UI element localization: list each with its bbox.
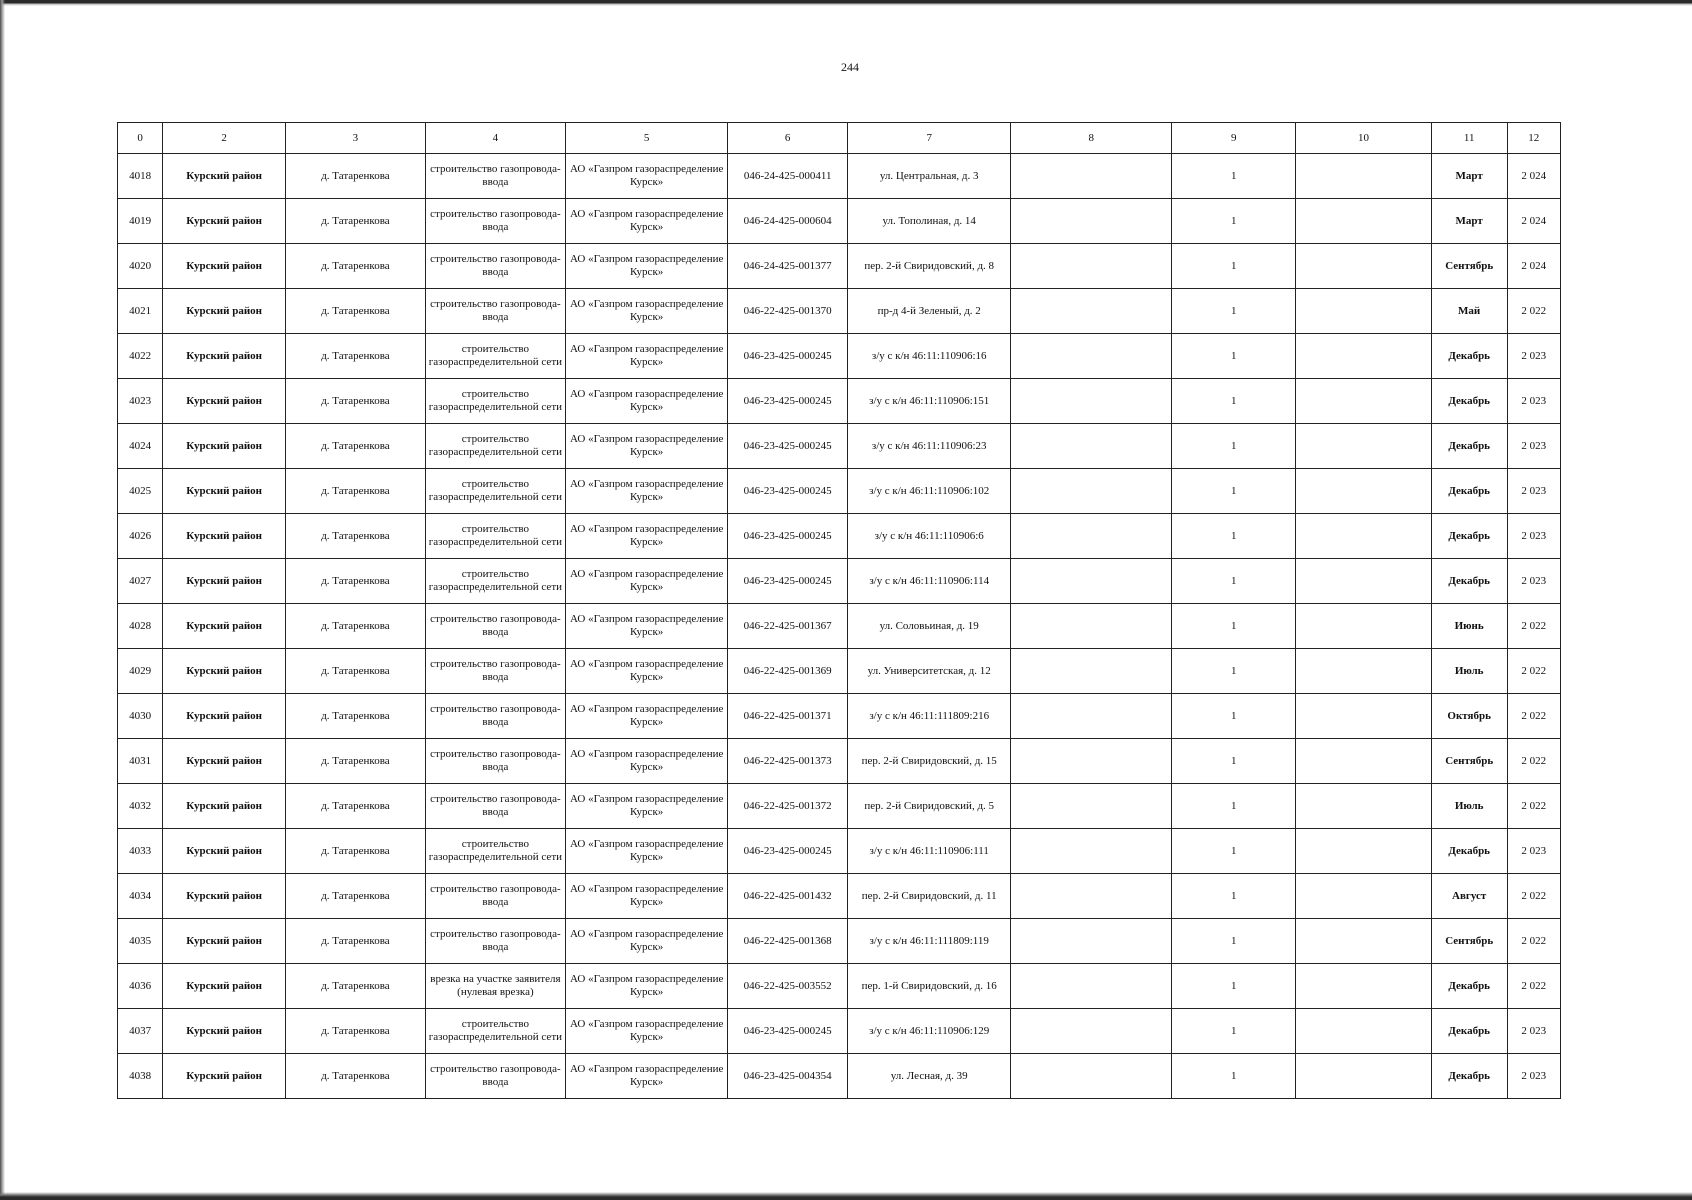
- quantity-cell: 1: [1172, 694, 1296, 739]
- quantity-cell: 1: [1172, 964, 1296, 1009]
- work-type-cell: строительство газопровода-ввода: [425, 289, 566, 334]
- year-cell: 2 022: [1507, 649, 1560, 694]
- column-10-cell: [1296, 559, 1431, 604]
- year-cell: 2 023: [1507, 514, 1560, 559]
- quantity-cell: 1: [1172, 379, 1296, 424]
- header-cell-6: 6: [728, 123, 848, 154]
- header-cell-3: 3: [286, 123, 425, 154]
- column-10-cell: [1296, 784, 1431, 829]
- organization-cell: АО «Газпром газораспределение Курск»: [566, 604, 728, 649]
- settlement-cell: д. Татаренкова: [286, 739, 425, 784]
- address-cell: пер. 1-й Свиридовский, д. 16: [848, 964, 1011, 1009]
- quantity-cell: 1: [1172, 154, 1296, 199]
- year-cell: 2 022: [1507, 874, 1560, 919]
- organization-cell: АО «Газпром газораспределение Курск»: [566, 649, 728, 694]
- header-cell-8: 8: [1011, 123, 1172, 154]
- quantity-cell: 1: [1172, 244, 1296, 289]
- column-8-cell: [1011, 829, 1172, 874]
- record-number-cell: 4028: [118, 604, 163, 649]
- quantity-cell: 1: [1172, 514, 1296, 559]
- code-cell: 046-24-425-001377: [728, 244, 848, 289]
- column-8-cell: [1011, 739, 1172, 784]
- settlement-cell: д. Татаренкова: [286, 469, 425, 514]
- code-cell: 046-22-425-001373: [728, 739, 848, 784]
- settlement-cell: д. Татаренкова: [286, 964, 425, 1009]
- column-10-cell: [1296, 334, 1431, 379]
- code-cell: 046-23-425-000245: [728, 559, 848, 604]
- record-number-cell: 4034: [118, 874, 163, 919]
- record-number-cell: 4029: [118, 649, 163, 694]
- code-cell: 046-22-425-001367: [728, 604, 848, 649]
- table-row: [118, 829, 1561, 874]
- settlement-cell: д. Татаренкова: [286, 199, 425, 244]
- work-type-cell: строительство газопровода-ввода: [425, 874, 566, 919]
- district-cell: Курский район: [163, 514, 286, 559]
- column-10-cell: [1296, 199, 1431, 244]
- organization-cell: АО «Газпром газораспределение Курск»: [566, 334, 728, 379]
- record-number-cell: 4031: [118, 739, 163, 784]
- column-10-cell: [1296, 739, 1431, 784]
- organization-cell: АО «Газпром газораспределение Курск»: [566, 424, 728, 469]
- month-cell: Декабрь: [1431, 424, 1507, 469]
- record-number-cell: 4018: [118, 154, 163, 199]
- organization-cell: АО «Газпром газораспределение Курск»: [566, 829, 728, 874]
- settlement-cell: д. Татаренкова: [286, 604, 425, 649]
- month-cell: Июнь: [1431, 604, 1507, 649]
- column-8-cell: [1011, 874, 1172, 919]
- year-cell: 2 024: [1507, 199, 1560, 244]
- settlement-cell: д. Татаренкова: [286, 784, 425, 829]
- year-cell: 2 023: [1507, 829, 1560, 874]
- organization-cell: АО «Газпром газораспределение Курск»: [566, 244, 728, 289]
- settlement-cell: д. Татаренкова: [286, 289, 425, 334]
- quantity-cell: 1: [1172, 784, 1296, 829]
- organization-cell: АО «Газпром газораспределение Курск»: [566, 964, 728, 1009]
- work-type-cell: строительство газораспределительной сети: [425, 334, 566, 379]
- organization-cell: АО «Газпром газораспределение Курск»: [566, 919, 728, 964]
- quantity-cell: 1: [1172, 739, 1296, 784]
- column-8-cell: [1011, 199, 1172, 244]
- address-cell: пр-д 4-й Зеленый, д. 2: [848, 289, 1011, 334]
- header-cell-9: 9: [1172, 123, 1296, 154]
- table-row: [118, 694, 1561, 739]
- month-cell: Декабрь: [1431, 1009, 1507, 1054]
- work-type-cell: строительство газопровода-ввода: [425, 784, 566, 829]
- column-10-cell: [1296, 964, 1431, 1009]
- settlement-cell: д. Татаренкова: [286, 694, 425, 739]
- month-cell: Март: [1431, 199, 1507, 244]
- code-cell: 046-22-425-001370: [728, 289, 848, 334]
- column-10-cell: [1296, 1009, 1431, 1054]
- table-row: [118, 244, 1561, 289]
- address-cell: ул. Лесная, д. 39: [848, 1054, 1011, 1099]
- address-cell: ул. Тополиная, д. 14: [848, 199, 1011, 244]
- column-8-cell: [1011, 1054, 1172, 1099]
- table-row: [118, 649, 1561, 694]
- organization-cell: АО «Газпром газораспределение Курск»: [566, 559, 728, 604]
- district-cell: Курский район: [163, 1009, 286, 1054]
- table-row: [118, 559, 1561, 604]
- address-cell: ул. Центральная, д. 3: [848, 154, 1011, 199]
- column-10-cell: [1296, 829, 1431, 874]
- code-cell: 046-23-425-000245: [728, 379, 848, 424]
- quantity-cell: 1: [1172, 604, 1296, 649]
- table-row: [118, 739, 1561, 784]
- record-number-cell: 4038: [118, 1054, 163, 1099]
- register-table: [117, 122, 1561, 1099]
- address-cell: з/у с к/н 46:11:111809:119: [848, 919, 1011, 964]
- work-type-cell: строительство газораспределительной сети: [425, 469, 566, 514]
- column-8-cell: [1011, 244, 1172, 289]
- code-cell: 046-23-425-000245: [728, 424, 848, 469]
- header-row: [118, 123, 1561, 154]
- code-cell: 046-23-425-000245: [728, 334, 848, 379]
- organization-cell: АО «Газпром газораспределение Курск»: [566, 739, 728, 784]
- column-10-cell: [1296, 379, 1431, 424]
- page-number: 244: [841, 60, 859, 74]
- year-cell: 2 023: [1507, 1009, 1560, 1054]
- record-number-cell: 4035: [118, 919, 163, 964]
- column-8-cell: [1011, 694, 1172, 739]
- column-8-cell: [1011, 919, 1172, 964]
- table-row: [118, 919, 1561, 964]
- quantity-cell: 1: [1172, 424, 1296, 469]
- column-10-cell: [1296, 244, 1431, 289]
- organization-cell: АО «Газпром газораспределение Курск»: [566, 694, 728, 739]
- record-number-cell: 4023: [118, 379, 163, 424]
- address-cell: з/у с к/н 46:11:110906:16: [848, 334, 1011, 379]
- code-cell: 046-24-425-000604: [728, 199, 848, 244]
- year-cell: 2 022: [1507, 919, 1560, 964]
- header-cell-11: 11: [1431, 123, 1507, 154]
- header-cell-5: 5: [566, 123, 728, 154]
- work-type-cell: строительство газопровода-ввода: [425, 739, 566, 784]
- district-cell: Курский район: [163, 424, 286, 469]
- column-8-cell: [1011, 154, 1172, 199]
- month-cell: Май: [1431, 289, 1507, 334]
- table-row: [118, 964, 1561, 1009]
- month-cell: Сентябрь: [1431, 739, 1507, 784]
- year-cell: 2 023: [1507, 424, 1560, 469]
- address-cell: з/у с к/н 46:11:110906:114: [848, 559, 1011, 604]
- column-8-cell: [1011, 964, 1172, 1009]
- column-8-cell: [1011, 784, 1172, 829]
- district-cell: Курский район: [163, 874, 286, 919]
- month-cell: Декабрь: [1431, 334, 1507, 379]
- column-10-cell: [1296, 604, 1431, 649]
- month-cell: Декабрь: [1431, 829, 1507, 874]
- table-row: [118, 424, 1561, 469]
- work-type-cell: строительство газопровода-ввода: [425, 694, 566, 739]
- record-number-cell: 4032: [118, 784, 163, 829]
- year-cell: 2 023: [1507, 559, 1560, 604]
- column-8-cell: [1011, 1009, 1172, 1054]
- settlement-cell: д. Татаренкова: [286, 559, 425, 604]
- work-type-cell: строительство газопровода-ввода: [425, 604, 566, 649]
- header-cell-2: 2: [163, 123, 286, 154]
- header-cell-12: 12: [1507, 123, 1560, 154]
- month-cell: Декабрь: [1431, 964, 1507, 1009]
- year-cell: 2 022: [1507, 694, 1560, 739]
- register-body: [118, 154, 1561, 1099]
- month-cell: Сентябрь: [1431, 244, 1507, 289]
- work-type-cell: строительство газораспределительной сети: [425, 559, 566, 604]
- header-cell-7: 7: [848, 123, 1011, 154]
- column-10-cell: [1296, 289, 1431, 334]
- work-type-cell: строительство газораспределительной сети: [425, 379, 566, 424]
- year-cell: 2 023: [1507, 1054, 1560, 1099]
- organization-cell: АО «Газпром газораспределение Курск»: [566, 469, 728, 514]
- district-cell: Курский район: [163, 604, 286, 649]
- settlement-cell: д. Татаренкова: [286, 334, 425, 379]
- settlement-cell: д. Татаренкова: [286, 154, 425, 199]
- district-cell: Курский район: [163, 559, 286, 604]
- table-row: [118, 289, 1561, 334]
- header-cell-4: 4: [425, 123, 566, 154]
- work-type-cell: строительство газопровода-ввода: [425, 919, 566, 964]
- address-cell: пер. 2-й Свиридовский, д. 5: [848, 784, 1011, 829]
- year-cell: 2 023: [1507, 469, 1560, 514]
- work-type-cell: строительство газораспределительной сети: [425, 514, 566, 559]
- record-number-cell: 4024: [118, 424, 163, 469]
- column-10-cell: [1296, 874, 1431, 919]
- table-row: [118, 514, 1561, 559]
- column-10-cell: [1296, 649, 1431, 694]
- code-cell: 046-24-425-000411: [728, 154, 848, 199]
- settlement-cell: д. Татаренкова: [286, 829, 425, 874]
- record-number-cell: 4027: [118, 559, 163, 604]
- district-cell: Курский район: [163, 469, 286, 514]
- code-cell: 046-22-425-001369: [728, 649, 848, 694]
- work-type-cell: строительство газораспределительной сети: [425, 829, 566, 874]
- settlement-cell: д. Татаренкова: [286, 514, 425, 559]
- month-cell: Октябрь: [1431, 694, 1507, 739]
- column-10-cell: [1296, 154, 1431, 199]
- year-cell: 2 022: [1507, 739, 1560, 784]
- address-cell: пер. 2-й Свиридовский, д. 8: [848, 244, 1011, 289]
- year-cell: 2 023: [1507, 334, 1560, 379]
- record-number-cell: 4030: [118, 694, 163, 739]
- district-cell: Курский район: [163, 334, 286, 379]
- work-type-cell: врезка на участке заявителя (нулевая врезка): [425, 964, 566, 1009]
- code-cell: 046-23-425-000245: [728, 514, 848, 559]
- table-row: [118, 334, 1561, 379]
- table-row: [118, 379, 1561, 424]
- quantity-cell: 1: [1172, 559, 1296, 604]
- quantity-cell: 1: [1172, 289, 1296, 334]
- organization-cell: АО «Газпром газораспределение Курск»: [566, 1009, 728, 1054]
- code-cell: 046-23-425-000245: [728, 469, 848, 514]
- quantity-cell: 1: [1172, 874, 1296, 919]
- column-10-cell: [1296, 469, 1431, 514]
- district-cell: Курский район: [163, 829, 286, 874]
- work-type-cell: строительство газопровода-ввода: [425, 649, 566, 694]
- work-type-cell: строительство газопровода-ввода: [425, 154, 566, 199]
- quantity-cell: 1: [1172, 334, 1296, 379]
- work-type-cell: строительство газораспределительной сети: [425, 1009, 566, 1054]
- header-cell-10: 10: [1296, 123, 1431, 154]
- address-cell: з/у с к/н 46:11:110906:102: [848, 469, 1011, 514]
- record-number-cell: 4037: [118, 1009, 163, 1054]
- month-cell: Декабрь: [1431, 379, 1507, 424]
- organization-cell: АО «Газпром газораспределение Курск»: [566, 784, 728, 829]
- column-8-cell: [1011, 649, 1172, 694]
- record-number-cell: 4033: [118, 829, 163, 874]
- header-cell-0: 0: [118, 123, 163, 154]
- organization-cell: АО «Газпром газораспределение Курск»: [566, 289, 728, 334]
- settlement-cell: д. Татаренкова: [286, 874, 425, 919]
- address-cell: з/у с к/н 46:11:111809:216: [848, 694, 1011, 739]
- table-row: [118, 1054, 1561, 1099]
- district-cell: Курский район: [163, 964, 286, 1009]
- quantity-cell: 1: [1172, 1009, 1296, 1054]
- organization-cell: АО «Газпром газораспределение Курск»: [566, 1054, 728, 1099]
- code-cell: 046-22-425-001372: [728, 784, 848, 829]
- work-type-cell: строительство газопровода-ввода: [425, 244, 566, 289]
- district-cell: Курский район: [163, 379, 286, 424]
- organization-cell: АО «Газпром газораспределение Курск»: [566, 199, 728, 244]
- column-8-cell: [1011, 334, 1172, 379]
- address-cell: ул. Университетская, д. 12: [848, 649, 1011, 694]
- record-number-cell: 4036: [118, 964, 163, 1009]
- year-cell: 2 022: [1507, 604, 1560, 649]
- work-type-cell: строительство газопровода-ввода: [425, 1054, 566, 1099]
- code-cell: 046-23-425-004354: [728, 1054, 848, 1099]
- district-cell: Курский район: [163, 154, 286, 199]
- scan-edge-bottom: [0, 1192, 1692, 1200]
- record-number-cell: 4020: [118, 244, 163, 289]
- record-number-cell: 4022: [118, 334, 163, 379]
- column-8-cell: [1011, 424, 1172, 469]
- year-cell: 2 022: [1507, 784, 1560, 829]
- column-10-cell: [1296, 1054, 1431, 1099]
- column-8-cell: [1011, 379, 1172, 424]
- record-number-cell: 4019: [118, 199, 163, 244]
- code-cell: 046-23-425-000245: [728, 1009, 848, 1054]
- address-cell: з/у с к/н 46:11:110906:6: [848, 514, 1011, 559]
- address-cell: з/у с к/н 46:11:110906:129: [848, 1009, 1011, 1054]
- column-8-cell: [1011, 559, 1172, 604]
- settlement-cell: д. Татаренкова: [286, 379, 425, 424]
- organization-cell: АО «Газпром газораспределение Курск»: [566, 514, 728, 559]
- address-cell: пер. 2-й Свиридовский, д. 15: [848, 739, 1011, 784]
- code-cell: 046-22-425-001371: [728, 694, 848, 739]
- quantity-cell: 1: [1172, 199, 1296, 244]
- address-cell: з/у с к/н 46:11:110906:23: [848, 424, 1011, 469]
- column-8-cell: [1011, 469, 1172, 514]
- column-8-cell: [1011, 604, 1172, 649]
- address-cell: з/у с к/н 46:11:110906:151: [848, 379, 1011, 424]
- month-cell: Июль: [1431, 784, 1507, 829]
- month-cell: Декабрь: [1431, 469, 1507, 514]
- code-cell: 046-23-425-000245: [728, 829, 848, 874]
- table-row: [118, 784, 1561, 829]
- address-cell: з/у с к/н 46:11:110906:111: [848, 829, 1011, 874]
- record-number-cell: 4025: [118, 469, 163, 514]
- table-row: [118, 154, 1561, 199]
- work-type-cell: строительство газораспределительной сети: [425, 424, 566, 469]
- quantity-cell: 1: [1172, 919, 1296, 964]
- district-cell: Курский район: [163, 1054, 286, 1099]
- year-cell: 2 022: [1507, 289, 1560, 334]
- column-8-cell: [1011, 514, 1172, 559]
- scan-edge-left: [0, 0, 5, 1200]
- district-cell: Курский район: [163, 919, 286, 964]
- district-cell: Курский район: [163, 649, 286, 694]
- quantity-cell: 1: [1172, 469, 1296, 514]
- quantity-cell: 1: [1172, 829, 1296, 874]
- organization-cell: АО «Газпром газораспределение Курск»: [566, 379, 728, 424]
- code-cell: 046-22-425-001368: [728, 919, 848, 964]
- settlement-cell: д. Татаренкова: [286, 1054, 425, 1099]
- column-10-cell: [1296, 514, 1431, 559]
- month-cell: Июль: [1431, 649, 1507, 694]
- quantity-cell: 1: [1172, 649, 1296, 694]
- table-row: [118, 199, 1561, 244]
- settlement-cell: д. Татаренкова: [286, 424, 425, 469]
- record-number-cell: 4021: [118, 289, 163, 334]
- settlement-cell: д. Татаренкова: [286, 919, 425, 964]
- scan-edge-top: [0, 0, 1692, 6]
- month-cell: Декабрь: [1431, 514, 1507, 559]
- year-cell: 2 023: [1507, 379, 1560, 424]
- settlement-cell: д. Татаренкова: [286, 244, 425, 289]
- address-cell: ул. Соловьиная, д. 19: [848, 604, 1011, 649]
- quantity-cell: 1: [1172, 1054, 1296, 1099]
- month-cell: Декабрь: [1431, 1054, 1507, 1099]
- address-cell: пер. 2-й Свиридовский, д. 11: [848, 874, 1011, 919]
- district-cell: Курский район: [163, 739, 286, 784]
- record-number-cell: 4026: [118, 514, 163, 559]
- organization-cell: АО «Газпром газораспределение Курск»: [566, 154, 728, 199]
- year-cell: 2 022: [1507, 964, 1560, 1009]
- settlement-cell: д. Татаренкова: [286, 1009, 425, 1054]
- month-cell: Декабрь: [1431, 559, 1507, 604]
- work-type-cell: строительство газопровода-ввода: [425, 199, 566, 244]
- year-cell: 2 024: [1507, 244, 1560, 289]
- district-cell: Курский район: [163, 784, 286, 829]
- table-row: [118, 874, 1561, 919]
- district-cell: Курский район: [163, 694, 286, 739]
- code-cell: 046-22-425-001432: [728, 874, 848, 919]
- month-cell: Сентябрь: [1431, 919, 1507, 964]
- organization-cell: АО «Газпром газораспределение Курск»: [566, 874, 728, 919]
- settlement-cell: д. Татаренкова: [286, 649, 425, 694]
- code-cell: 046-22-425-003552: [728, 964, 848, 1009]
- column-10-cell: [1296, 694, 1431, 739]
- month-cell: Август: [1431, 874, 1507, 919]
- column-8-cell: [1011, 289, 1172, 334]
- column-10-cell: [1296, 424, 1431, 469]
- column-10-cell: [1296, 919, 1431, 964]
- district-cell: Курский район: [163, 199, 286, 244]
- table-row: [118, 1009, 1561, 1054]
- month-cell: Март: [1431, 154, 1507, 199]
- table-row: [118, 604, 1561, 649]
- year-cell: 2 024: [1507, 154, 1560, 199]
- district-cell: Курский район: [163, 244, 286, 289]
- district-cell: Курский район: [163, 289, 286, 334]
- table-row: [118, 469, 1561, 514]
